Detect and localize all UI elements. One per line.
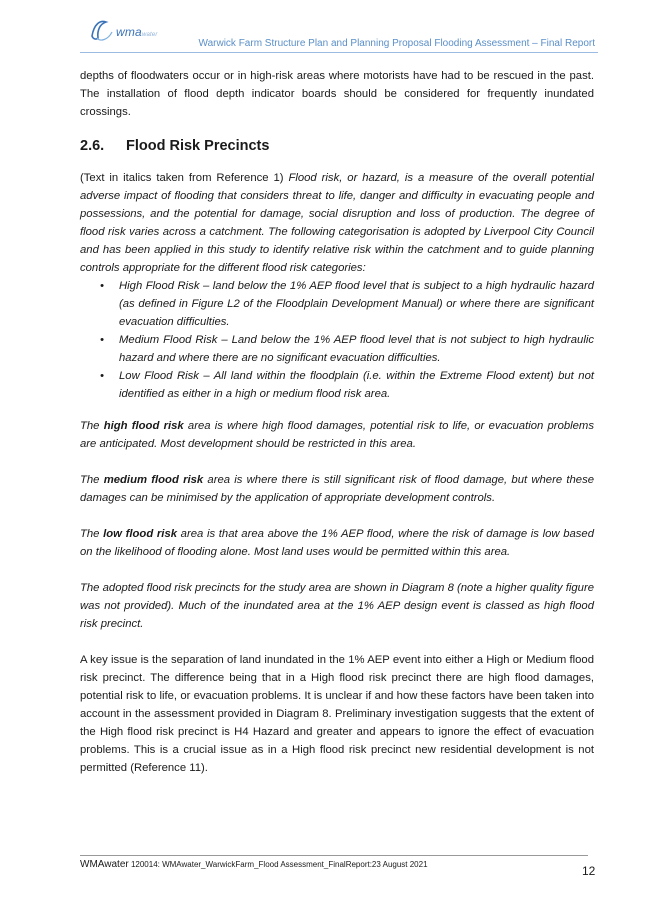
logo-text: wmawater bbox=[116, 25, 158, 39]
wave-logo-icon bbox=[88, 16, 118, 46]
paragraph-medium-risk: The medium flood risk area is where there is still significant risk of flood damage, but where these damages can be minimised by the application of appropriate development controls. bbox=[80, 474, 594, 504]
page-number: 12 bbox=[582, 864, 596, 878]
footer-detail: 120014: WMAwater_WarwickFarm_Flood Assessment_FinalReport:23 August 2021 bbox=[128, 860, 428, 869]
paragraph-adopted-precincts: The adopted flood risk precincts for the study area are shown in Diagram 8 (note a higher quality figure was not provided). Much of the inundated area at the 1% AEP design event is classed as high flood risk precinct. bbox=[80, 582, 594, 630]
bullet-icon: • bbox=[100, 370, 104, 382]
footer-reference bbox=[80, 859, 428, 870]
paragraph-low-risk: The low flood risk area is that area above the 1% AEP flood, where the risk of damage is low based on the likelihood of flooding alone. Most land uses would be permitted within this area. bbox=[80, 528, 595, 558]
footer-divider bbox=[80, 855, 588, 856]
footer-brand: WMAwater bbox=[80, 859, 129, 870]
term-high-flood-risk: high flood risk bbox=[103, 420, 184, 432]
paragraph-italic: Flood risk, or hazard, is a measure of the overall potential adverse impact of flooding that considers threat to life, danger and difficulty in evacuating people and possessions, and the potential for damage, social disruption and loss of production. The degree of flood risk varies across a catchment. The following categorisation is adopted by Liverpool City Council and has been applied in this study to identify relative risk within the catchment and to guide planning controls appropriate for the different flood risk categories: bbox=[80, 172, 594, 274]
bullet-icon: • bbox=[100, 280, 104, 292]
logo-subtext: water bbox=[141, 32, 158, 38]
term-medium-flood-risk: medium flood risk bbox=[103, 474, 204, 486]
bullet-text: Low Flood Risk – All land within the floodplain (i.e. within the Extreme Flood extent) but not identified as either in a high or medium flood risk area. bbox=[119, 370, 594, 400]
paragraph-key-issue: A key issue is the separation of land inundated in the 1% AEP event into either a High or Medium flood risk precinct. The difference being that in a High flood risk precinct there are high flood damages, potential risk to life, or evacuation problems. It is unclear if and how these factors have been taken into account in the assessment provided in Diagram 8. Preliminary investigation suggests that the extent of the High flood risk precinct is H4 Hazard and greater and appears to ignore the effect of evacuation problems. This is a crucial issue as in a High flood risk precinct new residential development is not permitted (Reference 11). bbox=[80, 654, 594, 774]
paragraph-definition bbox=[80, 169, 594, 277]
section-number: 2.6. bbox=[80, 138, 105, 154]
term-low-flood-risk: low flood risk bbox=[103, 528, 178, 540]
intro-paragraph: depths of floodwaters occur or in high-risk areas where motorists have had to be rescued in the past. The installation of flood depth indicator boards should be considered for frequently inundated crossings. bbox=[80, 70, 594, 118]
header-title: Warwick Farm Structure Plan and Planning Proposal Flooding Assessment – Final Report bbox=[198, 38, 595, 49]
header-divider bbox=[80, 52, 598, 53]
wmawater-logo bbox=[88, 16, 188, 46]
bullet-text: Medium Flood Risk – Land below the 1% AEP flood level that is not subject to high hydraulic hazard and where there are no significant evacuation difficulties. bbox=[119, 334, 594, 364]
paragraph-lead: (Text in italics taken from Reference 1) bbox=[80, 172, 289, 184]
bullet-icon: • bbox=[100, 334, 104, 346]
bullet-text: High Flood Risk – land below the 1% AEP flood level that is subject to a high hydraulic hazard (as defined in Figure L2 of the Floodplain Development Manual) or where there are significant evacuation difficulties. bbox=[119, 280, 594, 328]
section-title: Flood Risk Precincts bbox=[126, 138, 270, 154]
paragraph-high-risk: The high flood risk area is where high flood damages, potential risk to life, or evacuation problems are anticipated. Most development should be restricted in this area. bbox=[80, 420, 594, 450]
